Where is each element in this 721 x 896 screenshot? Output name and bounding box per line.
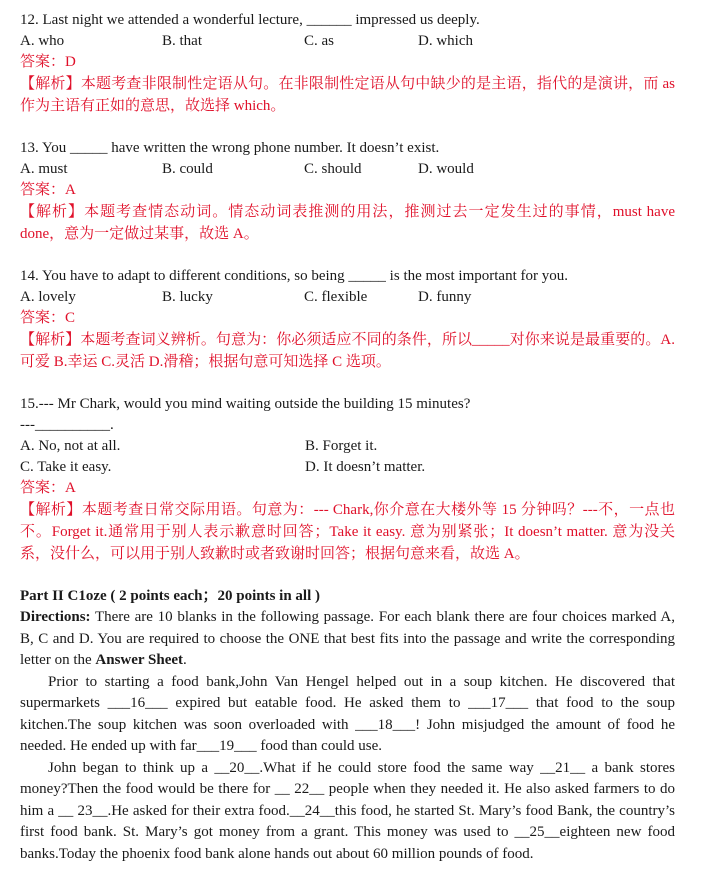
document-page (20, 10, 675, 865)
question-15 (20, 394, 675, 565)
option-d: D. It doesn’t matter. (305, 459, 426, 475)
option-row (20, 287, 675, 308)
passage-paragraph-2: John began to think up a __20__.What if he could store food the same way __21__ a bank stores money?Then the food would be there for __ 22__ people when they needed it. He also asked farmers to do him a __ 23__.He asked for their extra food.__24__this food, he started St. Mary’s food Bank, the country’s first food bank. St. Mary’s got money from a grant. This money was used to __25__eighteen new food banks.Today the phoenix food bank alone hands out about 60 million pounds of food. (20, 759, 675, 862)
analysis-text: 【解析】本题考查情态动词。情态动词表推测的用法，推测过去一定发生过的事情，must have done，意为一定做过某事，故选 A。 (20, 204, 675, 242)
option-c: C. should (304, 161, 362, 177)
answer-sheet-label: Answer Sheet (95, 652, 184, 668)
analysis-text: 【解析】本题考查词义辨析。句意为：你必须适应不同的条件，所以_____对你来说是最重要的。A.可爱 B.幸运 C.灵活 D.滑稽；根据句意可知选择 C 选项。 (20, 332, 675, 370)
option-b: B. could (162, 161, 213, 177)
option-b: B. Forget it. (305, 438, 378, 454)
option-d: D. which (418, 33, 473, 49)
option-row (20, 457, 675, 478)
directions-label: Directions: (20, 609, 91, 625)
question-stem: 15.--- Mr Chark, would you mind waiting outside the building 15 minutes? (20, 396, 471, 412)
passage-paragraph-1: Prior to starting a food bank,John Van Hengel helped out in a soup kitchen. He discovered that supermarkets ___16___ expired but eatable food. He asked them to ___17___ that food to the soup kitchen.The soup kitchen was soon overloaded with ___18___! John misjudged the amount of food he needed. He ended up with far___19___ food than could use. (20, 673, 675, 754)
analysis-text: 【解析】本题考查日常交际用语。句意为：--- Chark,你介意在大楼外等 15 分钟吗？---不，一点也不。Forget it.通常用于别人表示歉意时回答；Take it easy. 意为别紧张；It doesn’t matter. 意为没关系，没什么，可以用于别人致歉时或者致谢时回答；根据句意来看，故选 A。 (20, 502, 675, 562)
answer-line: 答案：A (20, 480, 76, 496)
option-c: C. Take it easy. (20, 459, 112, 475)
part-2-cloze (20, 586, 675, 865)
option-row (20, 159, 675, 180)
option-row (20, 31, 675, 52)
question-stem: 13. You _____ have written the wrong phone number. It doesn’t exist. (20, 140, 440, 156)
question-response-blank: ---__________. (20, 417, 114, 433)
question-13 (20, 138, 675, 245)
option-c: C. flexible (304, 289, 368, 305)
option-a: A. who (20, 33, 65, 49)
answer-line: 答案：D (20, 54, 76, 70)
option-b: B. lucky (162, 289, 213, 305)
option-a: A. No, not at all. (20, 438, 121, 454)
analysis-text: 【解析】本题考查非限制性定语从句。在非限制性定语从句中缺少的是主语，指代的是演讲，而 as 作为主语有正如的意思，故选择 which。 (20, 76, 675, 114)
option-row (20, 436, 675, 457)
answer-line: 答案：A (20, 182, 76, 198)
question-stem: 12. Last night we attended a wonderful lecture, ______ impressed us deeply. (20, 12, 480, 28)
option-b: B. that (162, 33, 202, 49)
question-stem: 14. You have to adapt to different conditions, so being _____ is the most important for you. (20, 268, 568, 284)
answer-line: 答案：C (20, 310, 76, 326)
option-a: A. lovely (20, 289, 76, 305)
option-a: A. must (20, 161, 68, 177)
option-d: D. would (418, 161, 474, 177)
question-14 (20, 266, 675, 373)
section-title: Part II C1oze ( 2 points each；20 points in all ) (20, 588, 321, 604)
option-c: C. as (304, 33, 334, 49)
directions: Directions: There are 10 blanks in the following passage. For each blank there are four choices marked A, B, C and D. You are required to choose the ONE that best fits into the passage and write the corresponding letter on the Answer Sheet. (20, 609, 675, 668)
question-12 (20, 10, 675, 117)
option-d: D. funny (418, 289, 472, 305)
